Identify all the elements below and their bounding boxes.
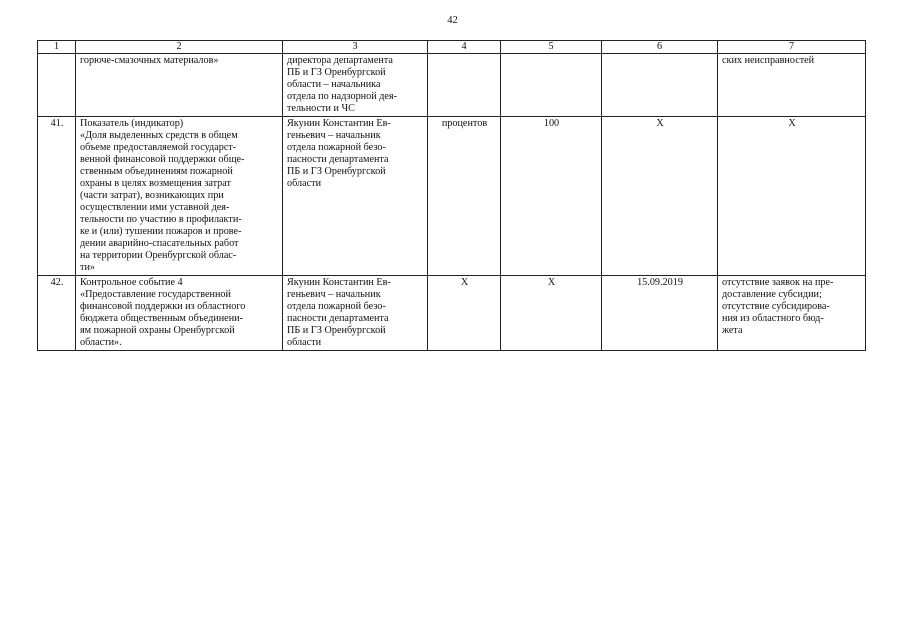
header-cell: 3 <box>283 41 428 54</box>
header-cell: 2 <box>76 41 283 54</box>
row-number-cell <box>38 54 76 117</box>
responsible-cell: Якунин Константин Ев- геньевич – начальник отдела пожарной безо- пасности департамента ПБ и ГЗ Оренбургской области <box>283 276 428 351</box>
header-cell: 1 <box>38 41 76 54</box>
table-row <box>38 117 866 276</box>
page-number: 42 <box>447 15 458 26</box>
note-cell: X <box>718 117 866 276</box>
value-cell: 100 <box>501 117 602 276</box>
document-table <box>37 40 866 351</box>
date-cell <box>602 54 718 117</box>
value-cell <box>501 54 602 117</box>
date-cell: 15.09.2019 <box>602 276 718 351</box>
note-cell: отсутствие заявок на пре- доставление субсидии; отсутствие субсидирова- ния из областного бюд- жета <box>718 276 866 351</box>
table-row <box>38 276 866 351</box>
responsible-cell: Якунин Константин Ев- геньевич – начальник отдела пожарной безо- пасности департамента ПБ и ГЗ Оренбургской области <box>283 117 428 276</box>
row-number-cell: 42. <box>38 276 76 351</box>
header-cell: 6 <box>602 41 718 54</box>
date-cell: X <box>602 117 718 276</box>
header-cell: 7 <box>718 41 866 54</box>
value-cell: X <box>501 276 602 351</box>
unit-cell: X <box>428 276 501 351</box>
table-row <box>38 54 866 117</box>
unit-cell <box>428 54 501 117</box>
note-cell: ских неисправностей <box>718 54 866 117</box>
responsible-cell: директора департамента ПБ и ГЗ Оренбургской области – начальника отдела по надзорной дея- тельности и ЧС <box>283 54 428 117</box>
header-cell: 4 <box>428 41 501 54</box>
unit-cell: процентов <box>428 117 501 276</box>
row-number-cell: 41. <box>38 117 76 276</box>
event-name-cell: горюче-смазочных материалов» <box>76 54 283 117</box>
event-name-cell: Показатель (индикатор) «Доля выделенных средств в общем объеме предоставляемой государст- венной финансовой поддержки обще- ственным объединениям пожарной охраны в целях возмещения затрат (части затрат), возникающих при осуществлении ими уставной дея- тельности по участию в профилакти- ке и (или) тушении пожаров и прове- дении аварийно-спасательных работ на территории Оренбургской облас- ти» <box>76 117 283 276</box>
event-name-cell: Контрольное событие 4 «Предоставление государственной финансовой поддержки из областного бюджета общественным объединени- ям пожарной охраны Оренбургской области». <box>76 276 283 351</box>
table-header-row <box>38 41 866 54</box>
header-cell: 5 <box>501 41 602 54</box>
